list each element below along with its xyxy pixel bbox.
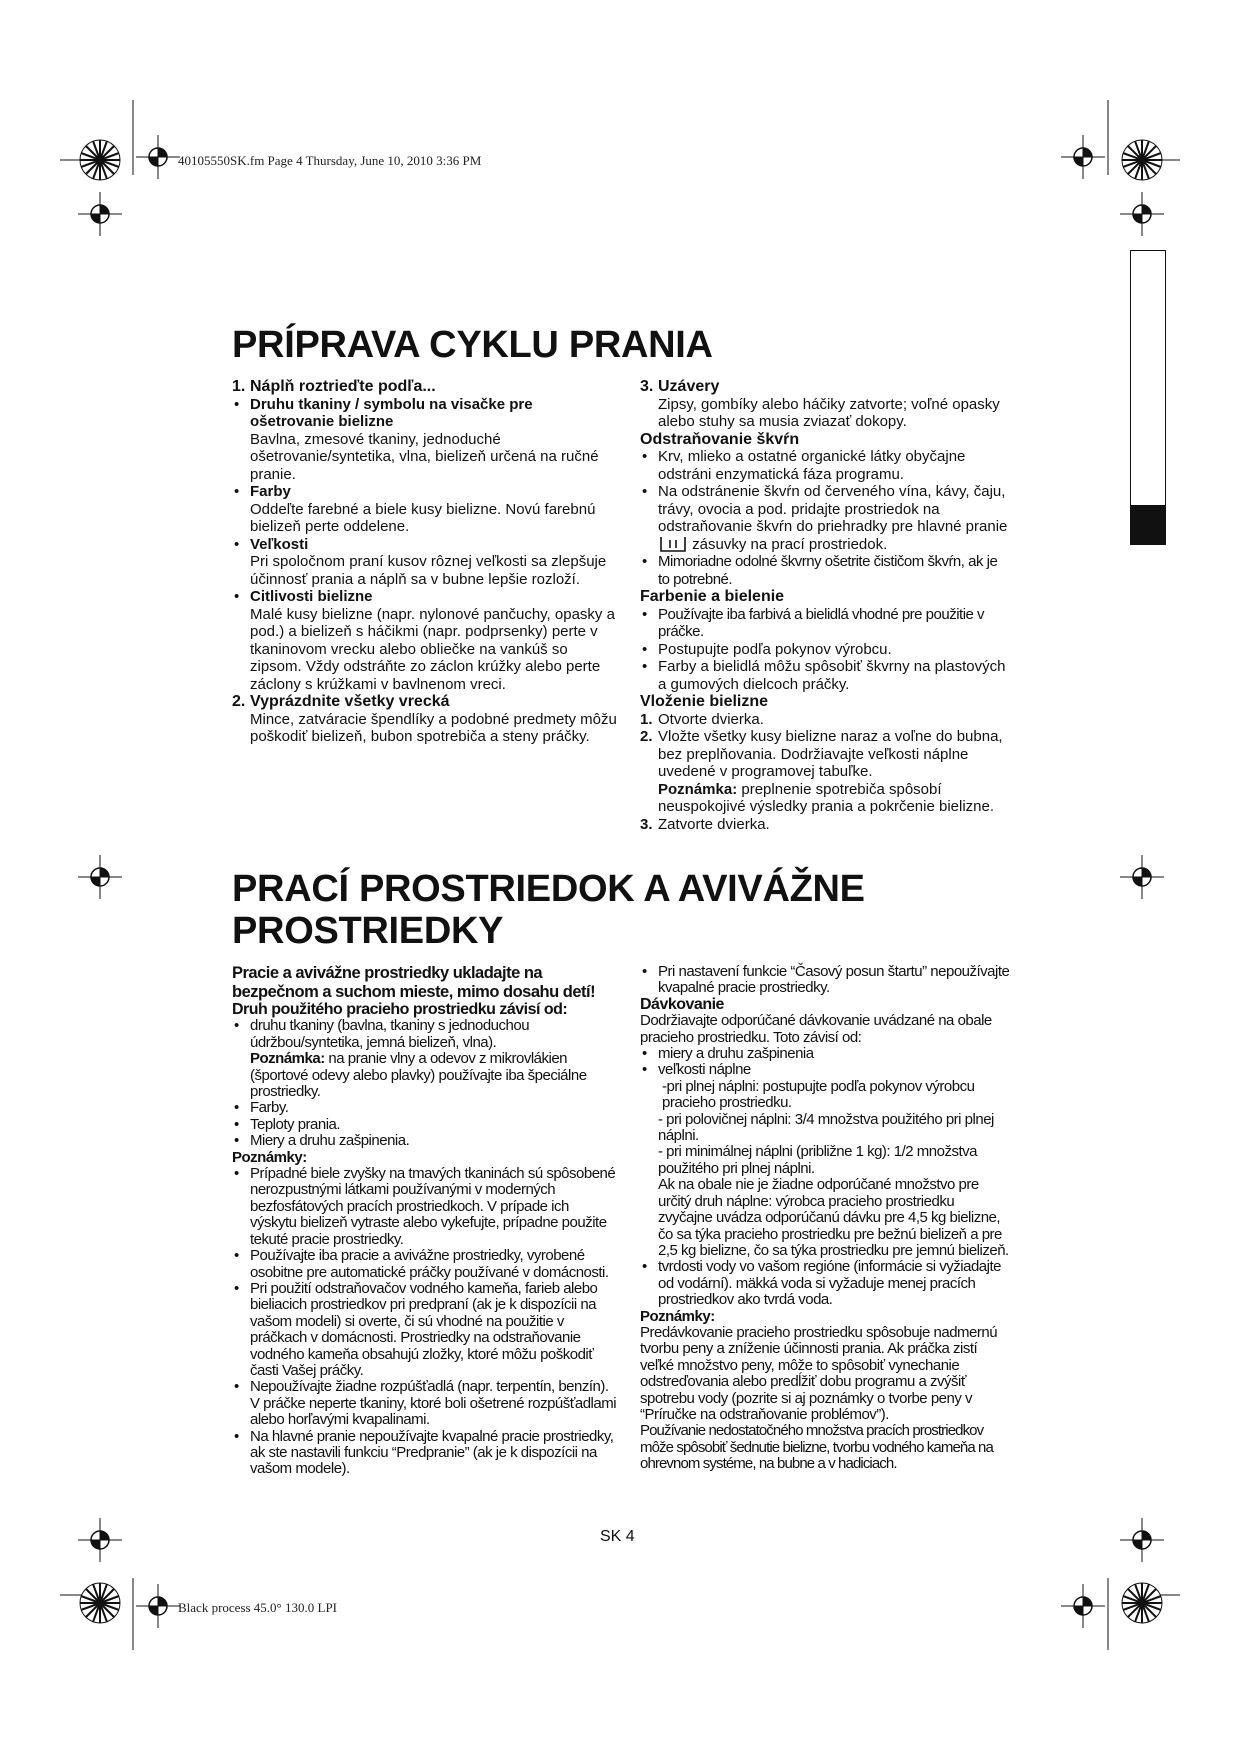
list-item: • Farby Oddeľte farebné a biele kusy bielizne. Novú farebnú bielizeň perte oddelene. [232,483,617,536]
loading-step-3: 3. Zatvorte dvierka. [640,815,770,833]
thumb-tab-marker [1130,505,1166,545]
list-item: • Druhu tkaniny / symbolu na visačke pre ošetrovanie bielizne Bavlna, zmesové tkaniny, jednoduché ošetrovanie/syntetika, vlna, bielizeň určená na ručné pranie. [232,396,617,484]
detergent-notes-list [232,1166,617,1478]
step2-heading: 2. Vyprázdnite všetky vrecká [232,693,450,710]
step2-text: Mince, zatváracie špendlíky a podobné predmety môžu poškodiť bielizeň, bubon spotrebiča a steny práčky. [250,710,617,745]
list-item: • Postupujte podľa pokynov výrobcu. [640,641,1012,659]
step3-heading: 3. Uzávery [640,378,720,395]
notes-heading: Poznámky: [232,1148,307,1166]
loading-step-2: 2. Vložte všetky kusy bielizne naraz a voľne do bubna, bez preplňovania. Dodržiavajte veľkosti náplne uvedené v programovej tabuľke. Poznámka: preplnenie spotrebiča spôsobí neuspokojivé výsledky prania a pokrčenie bielizne. [640,728,1003,815]
notes-heading: Poznámky: [640,1307,715,1325]
list-item: • Citlivosti bielizne Malé kusy bielizne (napr. nylonové pančuchy, opasky a pod.) a bielizeň s háčikmi (napr. podprsenky) perte v tkaninovom vrecku alebo obliečke na vankúš so zipsom. Vždy odstráňte zo záclon krúžky alebo perte záclony s krúžkami v bavlnenom vreci. [232,588,617,693]
list-item: • Farby. [232,1100,617,1116]
stains-heading: Odstraňovanie škvŕn [640,430,800,448]
thumb-tab-frame [1130,250,1166,542]
list-item: • druhu tkaniny (bavlna, tkaniny s jednoduchou údržbou/syntetika, jemná bielizeň, vlna). Poznámka: na pranie vlny a odevov z mikrovlákien (športové odevy alebo plavky) používajte iba špeciálne prostriedky. [232,1018,617,1100]
list-item: • Používajte iba pracie a avivážne prostriedky, vyrobené osobitne pre automatické práčky používané v domácnosti. [232,1248,617,1281]
list-item: • Pri nastavení funkcie “Časový posun štartu” nepoužívajte kvapalné pracie prostriedky. [640,964,1012,997]
list-item: • tvrdosti vody vo vašom regióne (informácie si vyžiadajte od vodární). mäkká voda si vyžaduje menej pracích prostriedkov ako tvrdá voda. [640,1259,1012,1308]
detergent-depends-heading: Druh použitého pracieho prostriedku závisí od: [232,1001,568,1018]
dosing-heading: Dávkovanie [640,995,724,1013]
section1-title: PRÍPRAVA CYKLU PRANIA [232,324,713,366]
underdosing-note: Používanie nedostatočného množstva pracích prostriedkov môže spôsobiť šednutie bielizne, tvorbu vodného kameňa na ohrevnom systéme, na bubne a v hadiciach. [640,1422,993,1473]
list-item: • Používajte iba farbivá a bielidlá vhodné pre použitie v práčke. [640,606,1012,641]
section2-right-column [640,964,1012,1473]
loading-step-1: 1. Otvorte dvierka. [640,710,764,728]
list-item: • Miery a druhu zašpinenia. [232,1133,617,1149]
list-item: • Mimoriadne odolné škvrny ošetrite čističom škvŕn, ak je to potrebné. [640,553,1012,588]
list-item: • Na odstránenie škvŕn od červeného vína, kávy, čaju, trávy, ovocia a pod. pridajte prostriedok na odstraňovanie škvŕn do priehradky pre hlavné pranie zásuvky na prací prostriedok. [640,483,1012,553]
list-item: • Teploty prania. [232,1117,617,1133]
dye-list [640,606,1012,694]
page-number: SK 4 [600,1528,635,1545]
dye-heading: Farbenie a bielenie [640,588,785,605]
list-item: • miery a druhu zašpinenia [640,1046,1012,1062]
detergent-factors-list [232,1018,617,1149]
section2-title: PRACÍ PROSTRIEDOK A AVIVÁŽNE PROSTRIEDKY [232,868,865,952]
main-wash-compartment-icon [658,536,688,552]
step3-text: Zipsy, gombíky alebo háčiky zatvorte; voľné opasky alebo stuhy sa musia zviazať dokopy. [658,395,1000,430]
list-item: • Pri použití odstraňovačov vodného kameňa, farieb alebo bieliacich prostriedkov pri predpraní (ak je k dispozícii na vašom modeli) si overte, či sú vhodné na použitie v práčkach v domácnosti. Prostriedky na odstraňovanie vodného kameňa obsahujú zložky, ktoré môžu poškodiť časti Vašej práčky. [232,1281,617,1379]
overdosing-note: Predávkovanie pracieho prostriedku spôsobuje nadmernú tvorbu peny a zníženie účinnosti prania. Ak práčka zistí veľké množstvo peny, môže to spôsobiť vynechanie odstreďovania alebo predĺžiť dobu programu a zvýšiť spotrebu vody (pozrite si aj poznámky o tvorbe peny v “Príručke na odstraňovanie problémov”). [640,1323,998,1423]
list-item: • Farby a bielidlá môžu spôsobiť škvrny na plastových a gumových dielcoch práčky. [640,658,1012,693]
loading-heading: Vloženie bielizne [640,693,769,710]
section1-right-column [640,378,1012,833]
section2-left-column [232,964,617,1478]
file-info-header: 40105550SK.fm Page 4 Thursday, June 10, 2010 3:36 PM [178,153,482,168]
storage-warning: Pracie a avivážne prostriedky ukladajte na bezpečnom a suchom mieste, mimo dosahu detí! [232,964,596,1001]
list-item: • Na hlavné pranie nepoužívajte kvapalné pracie prostriedky, ak ste nastavili funkciu “Predpranie” (ak je k dispozícii na vašom modele). [232,1429,617,1478]
step1-heading: 1. Náplň roztrieďte podľa... [232,378,436,395]
sort-criteria-list [232,396,617,694]
dosing-text: Dodržiavajte odporúčané dávkovanie uvádzané na obale pracieho prostriedku. Toto závisí od: [640,1012,992,1046]
list-item: • Veľkosti Pri spoločnom praní kusov rôznej veľkosti sa zlepšuje účinnosť prania a náplň sa v bubne lepšie rozloží. [232,536,617,589]
list-item: • Nepoužívajte žiadne rozpúšťadlá (napr. terpentín, benzín). V práčke neperte tkaniny, ktoré boli ošetrené rozpúšťadlami alebo horľavými kvapalinami. [232,1379,617,1428]
list-item: • Prípadné biele zvyšky na tmavých tkaninách sú spôsobené nerozpustnými látkami používanými v moderných bezfosfátových pracích prostriedkoch. V prípade ich výskytu bielizeň vytraste alebo vykefujte, prípadne použite tekuté pracie prostriedky. [232,1166,617,1248]
section1-left-column [232,378,617,746]
list-item: • veľkosti náplne -pri plnej náplni: postupujte podľa pokynov výrobcu pracieho prostriedku. - pri polovičnej náplni: 3/4 množstva použitého pri plnej náplni. - pri minimálnej náplni (približne 1 kg): 1/2 množstva použitého pri plnej náplni. Ak na obale nie je žiadne odporúčané množstvo pre určitý druh náplne: výrobca pracieho prostriedku zvyčajne uvádza odporúčanú dávku pre 4,5 kg bielizne, čo sa týka pracieho prostriedku pre bežnú bielizeň a pre 2,5 kg bielizne, čo sa týka prostriedku pre jemnú bielizeň. [640,1062,1012,1259]
delay-start-list [640,964,1012,997]
dosing-list [640,1046,1012,1309]
process-info-footer: Black process 45.0° 130.0 LPI [178,1600,338,1615]
list-item: • Krv, mlieko a ostatné organické látky obyčajne odstráni enzymatická fáza programu. [640,448,1012,483]
stains-list [640,448,1012,588]
